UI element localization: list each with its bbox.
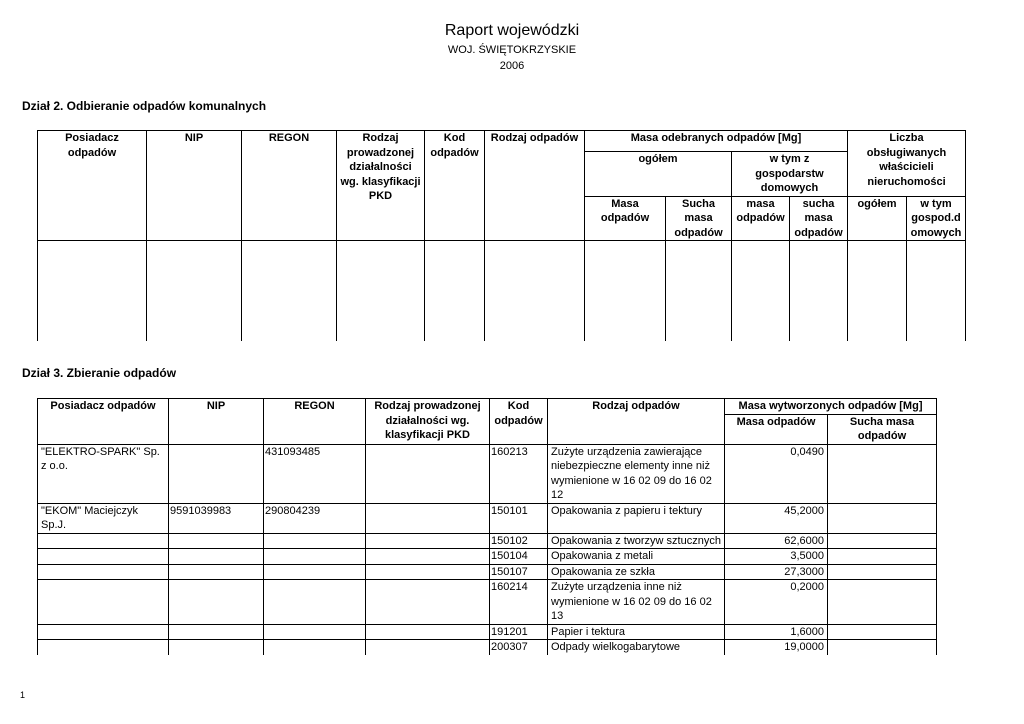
cell-kod: 160213 — [490, 444, 548, 503]
cell-rodzaj-odpadow: Papier i tektura — [548, 624, 725, 640]
cell-regon: 290804239 — [264, 503, 366, 533]
cell-sucha-masa — [828, 580, 937, 625]
cell-kod: 150104 — [490, 549, 548, 565]
cell-sucha-masa — [828, 564, 937, 580]
col-header-ogolem: ogółem — [585, 152, 732, 197]
cell-regon — [264, 624, 366, 640]
cell-rodzaj-odpadow: Opakowania z metali — [548, 549, 725, 565]
section2-table — [37, 130, 966, 341]
table-row — [38, 549, 937, 565]
cell-pkd — [366, 564, 490, 580]
cell-pkd — [366, 640, 490, 655]
col-header-liczba: Liczba obsługiwanych właścicieli nieruchomości — [848, 131, 966, 197]
cell-kod: 160214 — [490, 580, 548, 625]
cell-pkd — [366, 533, 490, 549]
cell-sucha-masa — [828, 503, 937, 533]
col-header-kod: Kod odpadów — [425, 131, 485, 241]
cell-masa-odpadow: 0,0490 — [725, 444, 828, 503]
col-header-kod: Kod odpadów — [490, 399, 548, 445]
cell-nip — [169, 444, 264, 503]
col-header-nip: NIP — [169, 399, 264, 445]
cell-kod: 150101 — [490, 503, 548, 533]
cell-nip — [169, 580, 264, 625]
table-row — [38, 580, 937, 625]
cell-pkd — [366, 503, 490, 533]
cell-posiadacz — [38, 580, 169, 625]
col-header-posiadacz: Posiadacz odpadów — [38, 399, 169, 445]
col-header-sucha-masa: Sucha masa odpadów — [828, 414, 937, 444]
col-header-regon: REGON — [242, 131, 337, 241]
col-header-masa-group: Masa wytworzonych odpadów [Mg] — [725, 399, 937, 415]
table-row — [38, 503, 937, 533]
col-header-masa-odpadow: Masa odpadów — [585, 196, 666, 241]
cell-regon — [264, 549, 366, 565]
col-header-ogolem-liczba: ogółem — [848, 196, 907, 241]
cell-nip — [169, 564, 264, 580]
cell-regon: 431093485 — [264, 444, 366, 503]
col-header-masa-group: Masa odebranych odpadów [Mg] — [585, 131, 848, 152]
cell-nip: 9591039983 — [169, 503, 264, 533]
section3-title: Dział 3. Zbieranie odpadów — [22, 366, 177, 380]
cell-nip — [169, 624, 264, 640]
col-header-sucha-masa-dom: sucha masa odpadów — [790, 196, 848, 241]
cell-rodzaj-odpadow: Zużyte urządzenia inne niż wymienione w 16 02 09 do 16 02 13 — [548, 580, 725, 625]
cell-kod: 150107 — [490, 564, 548, 580]
cell-masa-odpadow: 62,6000 — [725, 533, 828, 549]
cell-kod: 150102 — [490, 533, 548, 549]
table-row — [38, 564, 937, 580]
cell-posiadacz: "EKOM" Maciejczyk Sp.J. — [38, 503, 169, 533]
cell-posiadacz — [38, 640, 169, 655]
col-header-gosp-dom: w tym z gospodarstw domowych — [732, 152, 848, 197]
cell-kod: 191201 — [490, 624, 548, 640]
table-row — [38, 533, 937, 549]
cell-masa-odpadow: 0,2000 — [725, 580, 828, 625]
cell-sucha-masa — [828, 624, 937, 640]
cell-regon — [264, 564, 366, 580]
cell-regon — [264, 640, 366, 655]
cell-sucha-masa — [828, 533, 937, 549]
cell-nip — [169, 549, 264, 565]
cell-rodzaj-odpadow: Odpady wielkogabarytowe — [548, 640, 725, 655]
cell-posiadacz — [38, 564, 169, 580]
col-header-nip: NIP — [147, 131, 242, 241]
col-header-masa-odpadow-dom: masa odpadów — [732, 196, 790, 241]
cell-rodzaj-odpadow: Opakowania z papieru i tektury — [548, 503, 725, 533]
cell-masa-odpadow: 27,3000 — [725, 564, 828, 580]
cell-posiadacz — [38, 533, 169, 549]
col-header-sucha-masa: Sucha masa odpadów — [666, 196, 732, 241]
cell-rodzaj-odpadow: Zużyte urządzenia zawierające niebezpieczne elementy inne niż wymienione w 16 02 09 do 16 02 12 — [548, 444, 725, 503]
cell-rodzaj-odpadow: Opakowania ze szkła — [548, 564, 725, 580]
section2-title: Dział 2. Odbieranie odpadów komunalnych — [22, 99, 267, 113]
cell-sucha-masa — [828, 640, 937, 655]
cell-sucha-masa — [828, 444, 937, 503]
cell-pkd — [366, 549, 490, 565]
section3-table — [37, 398, 937, 655]
col-header-rodzaj-odpadow: Rodzaj odpadów — [485, 131, 585, 241]
col-header-pkd: Rodzaj prowadzonej działalności wg. klasyfikacji PKD — [337, 131, 425, 241]
cell-pkd — [366, 624, 490, 640]
voivodeship-label: WOJ. ŚWIĘTOKRZYSKIE — [447, 44, 577, 56]
cell-sucha-masa — [828, 549, 937, 565]
cell-masa-odpadow: 3,5000 — [725, 549, 828, 565]
col-header-regon: REGON — [264, 399, 366, 445]
cell-pkd — [366, 444, 490, 503]
col-header-w-tym: w tym gospod.d omowych — [907, 196, 966, 241]
report-title: Raport wojewódzki — [444, 22, 580, 39]
cell-masa-odpadow: 1,6000 — [725, 624, 828, 640]
col-header-rodzaj-odpadow: Rodzaj odpadów — [548, 399, 725, 445]
cell-posiadacz — [38, 624, 169, 640]
table-row — [38, 640, 937, 655]
cell-regon — [264, 580, 366, 625]
cell-masa-odpadow: 45,2000 — [725, 503, 828, 533]
report-year: 2006 — [499, 60, 525, 72]
col-header-posiadacz: Posiadacz odpadów — [38, 131, 147, 241]
cell-kod: 200307 — [490, 640, 548, 655]
cell-regon — [264, 533, 366, 549]
cell-posiadacz: "ELEKTRO-SPARK" Sp. z o.o. — [38, 444, 169, 503]
cell-rodzaj-odpadow: Opakowania z tworzyw sztucznych — [548, 533, 725, 549]
page-number: 1 — [20, 690, 26, 700]
cell-pkd — [366, 580, 490, 625]
table-row-empty — [38, 241, 966, 342]
cell-nip — [169, 640, 264, 655]
cell-posiadacz — [38, 549, 169, 565]
table-row — [38, 444, 937, 503]
col-header-masa-odpadow: Masa odpadów — [725, 414, 828, 444]
cell-nip — [169, 533, 264, 549]
cell-masa-odpadow: 19,0000 — [725, 640, 828, 655]
table-row — [38, 624, 937, 640]
col-header-pkd: Rodzaj prowadzonej działalności wg. klasyfikacji PKD — [366, 399, 490, 445]
